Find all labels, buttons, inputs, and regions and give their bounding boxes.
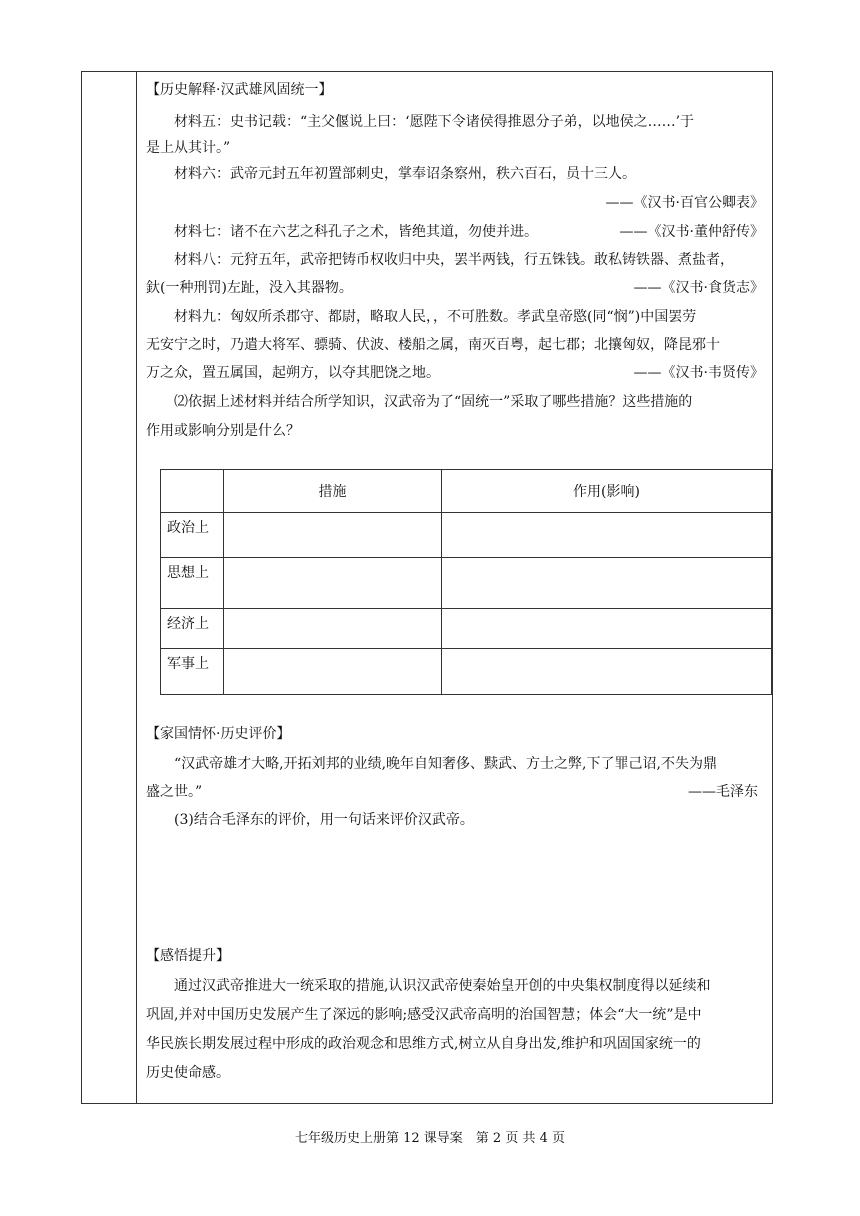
table-row xyxy=(161,609,772,649)
table-row xyxy=(161,558,772,609)
table-row xyxy=(161,513,772,558)
question-2-line-2: 作用或影响分别是什么？ xyxy=(146,423,300,439)
row-label-thought: 思想上 xyxy=(161,558,224,609)
material-5-line-1: 材料五：史书记载：“主父偃说上曰：‘愿陛下令诸侯得推恩分子弟，以地侯之……’于 xyxy=(174,114,695,130)
material-9-line-2: 无安宁之时，乃遣大将军、骠骑、伏波、楼船之属，南灭百粤，起七郡；北攘匈奴，降昆邪十 xyxy=(146,337,720,353)
answer-cell-military-measure[interactable] xyxy=(224,649,442,695)
material-7-source: ——《汉书·董仲舒传》 xyxy=(619,224,764,240)
material-6-source: ——《汉书·百官公卿表》 xyxy=(605,195,764,211)
reflection-line-2: 巩固,并对中国历史发展产生了深远的影响;感受汉武帝高明的治国智慧；体会“大一统”是中 xyxy=(146,1007,702,1023)
reflection-line-4: 历史使命感。 xyxy=(146,1065,230,1081)
answer-cell-economy-effect[interactable] xyxy=(442,609,772,649)
material-8-line-2: 釱(一种刑罚)左趾，没入其器物。 xyxy=(146,280,353,296)
table-header-effect: 作用(影响) xyxy=(442,470,772,513)
page-footer: 七年级历史上册第 12 课导案 第 2 页 共 4 页 xyxy=(294,1131,565,1146)
table-header-empty xyxy=(161,470,224,513)
answer-cell-politics-measure[interactable] xyxy=(224,513,442,558)
mao-quote-source: ——毛泽东 xyxy=(688,784,758,800)
section-heading-patriotism: 【家国情怀·历史评价】 xyxy=(146,726,291,742)
material-9-line-3: 万之众，置五属国，起朔方，以夺其肥饶之地。 xyxy=(146,365,440,381)
mao-quote-line-2: 盛之世。” xyxy=(146,784,203,800)
measures-table xyxy=(160,469,772,695)
question-2-line-1: ⑵依据上述材料并结合所学知识，汉武帝为了“固统一”采取了哪些措施？这些措施的 xyxy=(174,394,693,410)
material-5-line-2: 是上从其计。” xyxy=(146,140,231,156)
table-header-row xyxy=(161,470,772,513)
reflection-line-3: 华民族长期发展过程中形成的政治观念和思维方式,树立从自身出发,维护和巩固国家统一的 xyxy=(146,1036,701,1052)
table-header-measures: 措施 xyxy=(224,470,442,513)
row-label-military: 军事上 xyxy=(161,649,224,695)
material-8-source: ——《汉书·食货志》 xyxy=(633,280,764,296)
material-9-source: ——《汉书·韦贤传》 xyxy=(633,365,764,381)
material-9-line-1: 材料九：匈奴所杀郡守、都尉，略取人民，，不可胜数。孝武皇帝愍(同“悯”)中国罢劳 xyxy=(174,309,697,325)
answer-cell-politics-effect[interactable] xyxy=(442,513,772,558)
mao-quote-line-1: “汉武帝雄才大略,开拓刘邦的业绩,晚年自知奢侈、黩武、方士之弊,下了罪己诏,不失为鼎 xyxy=(174,756,717,772)
answer-cell-thought-effect[interactable] xyxy=(442,558,772,609)
table-row xyxy=(161,649,772,695)
answer-cell-military-effect[interactable] xyxy=(442,649,772,695)
question-3-answer-area[interactable] xyxy=(146,836,762,936)
material-7: 材料七：诸不在六艺之科孔子之术，皆绝其道，勿使并进。 xyxy=(174,224,538,240)
section-heading-reflection: 【感悟提升】 xyxy=(146,948,230,964)
row-label-politics: 政治上 xyxy=(161,513,224,558)
material-8-line-1: 材料八：元狩五年，武帝把铸币权收归中央，罢半两钱，行五铢钱。敢私铸铁器、煮盐者， xyxy=(174,252,734,268)
answer-cell-thought-measure[interactable] xyxy=(224,558,442,609)
row-label-economy: 经济上 xyxy=(161,609,224,649)
section-heading-history-explanation: 【历史解释·汉武雄风固统一】 xyxy=(146,82,333,98)
material-6-line-1: 材料六：武帝元封五年初置部刺史，掌奉诏条察州，秩六百石，员十三人。 xyxy=(174,166,636,182)
question-3: (3)结合毛泽东的评价，用一句话来评价汉武帝。 xyxy=(174,812,474,828)
reflection-line-1: 通过汉武帝推进大一统采取的措施,认识汉武帝使秦始皇开创的中央集权制度得以延续和 xyxy=(174,978,711,994)
answer-cell-economy-measure[interactable] xyxy=(224,609,442,649)
column-divider xyxy=(136,71,137,1104)
